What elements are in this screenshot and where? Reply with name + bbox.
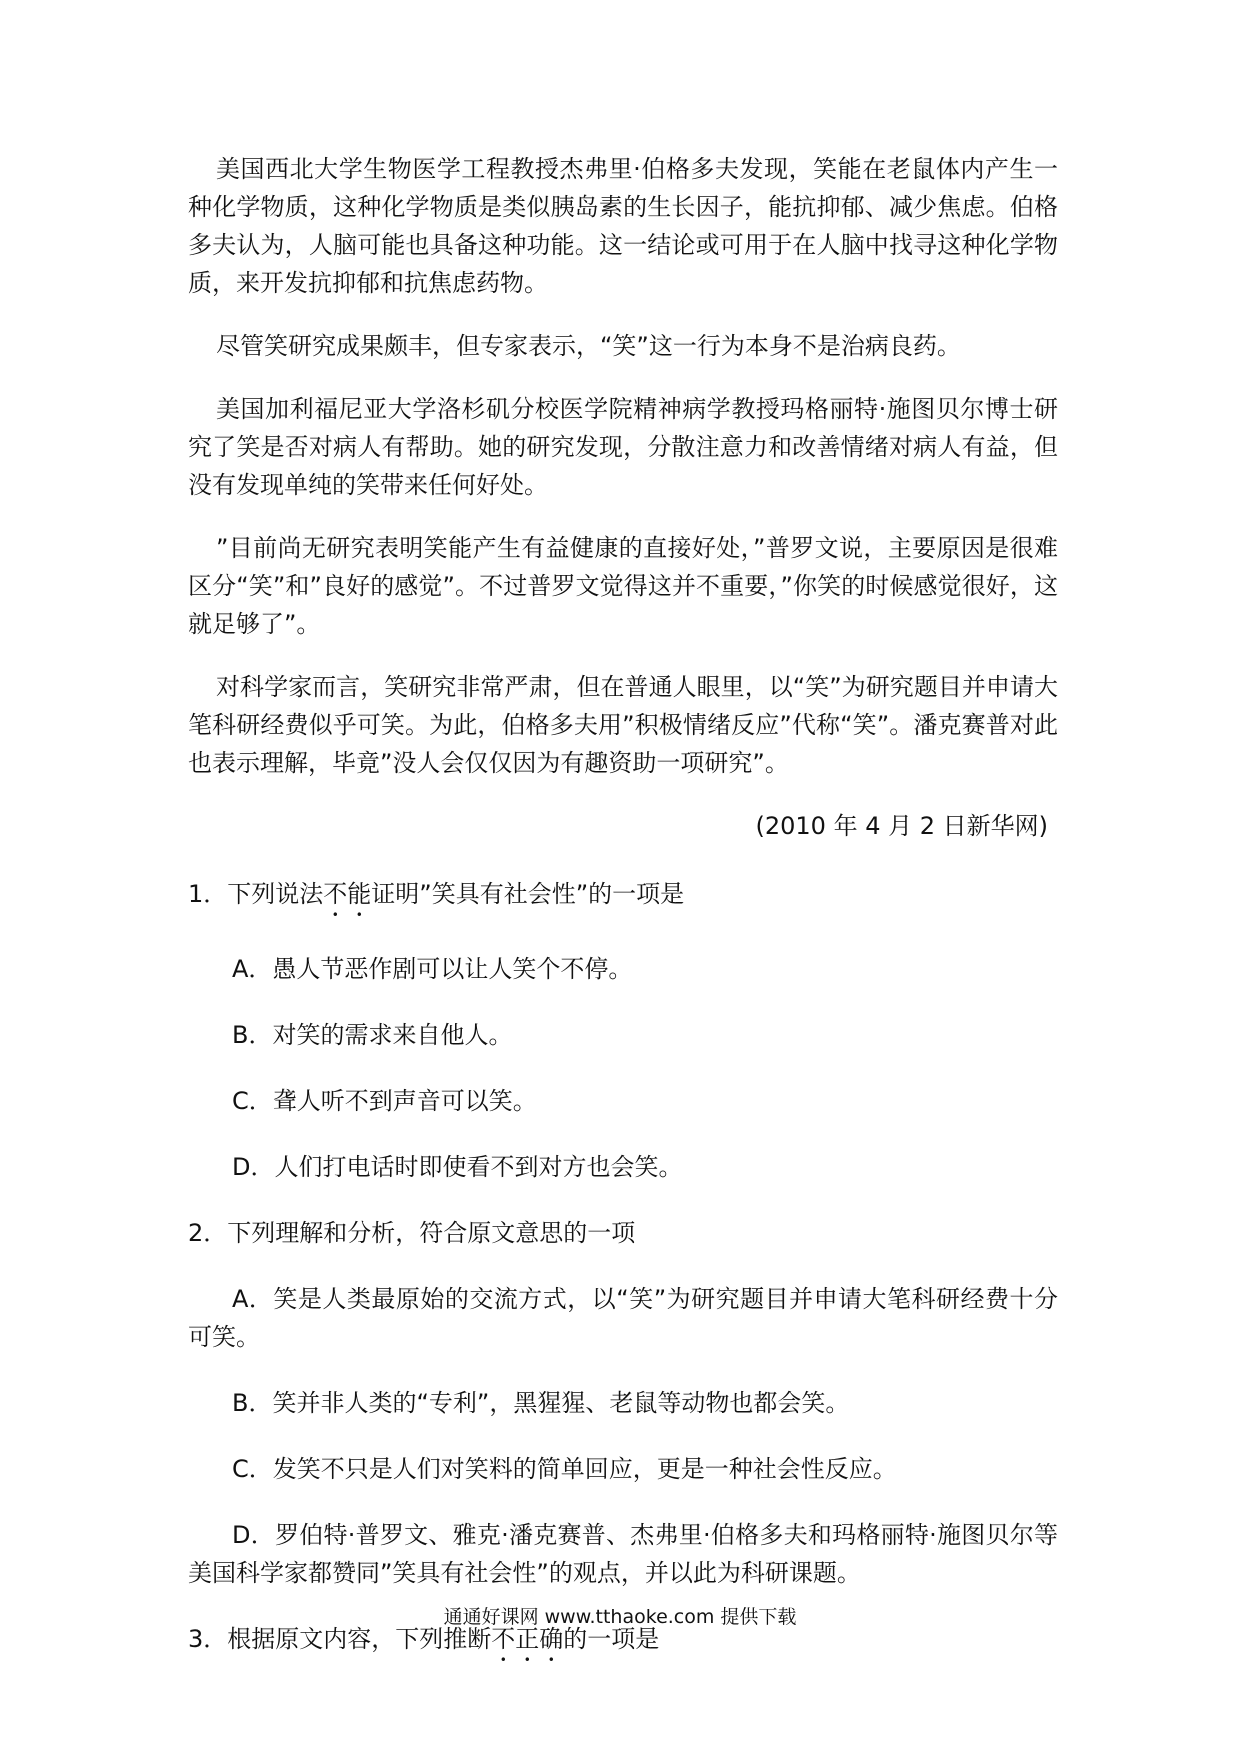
question-3-suffix: 的一项是 xyxy=(563,1625,660,1653)
page-footer: 通通好课网 www.tthaoke.com 提供下载 xyxy=(443,1606,797,1628)
paragraph-2: 尽管笑研究成果颇丰，但专家表示，“笑”这一行为本身不是治病良药。 xyxy=(216,332,961,360)
question-2-option-b: B．笑并非人类的“专利”，黑猩猩、老鼠等动物也都会笑。 xyxy=(232,1389,850,1417)
paragraph-5: 对科学家而言，笑研究非常严肃，但在普通人眼里，以“笑”为研究题目并申请大笔科研经费似乎可笑。为此，伯格多夫用”积极情绪反应”代称“笑”。潘克赛普对此也表示理解，毕竟”没人会仅仅因为有趣资助一项研究”。 xyxy=(188,673,1058,777)
question-1-option-c: C．聋人听不到声音可以笑。 xyxy=(232,1087,537,1115)
question-1 xyxy=(188,875,1058,922)
question-2: 2．下列理解和分析，符合原文意思的一项 xyxy=(188,1219,636,1247)
question-1-option-d: D．人们打电话时即使看不到对方也会笑。 xyxy=(232,1153,683,1181)
question-1-prefix: 1．下列说法 xyxy=(188,880,324,908)
question-2-option-a: A．笑是人类最原始的交流方式，以“笑”为研究题目并申请大笔科研经费十分可笑。 xyxy=(188,1285,1058,1351)
paragraph-1: 美国西北大学生物医学工程教授杰弗里·伯格多夫发现，笑能在老鼠体内产生一种化学物质，这种化学物质是类似胰岛素的生长因子，能抗抑郁、减少焦虑。伯格多夫认为，人脑可能也具备这种功能。这一结论或可用于在人脑中找寻这种化学物质，来开发抗抑郁和抗焦虑药物。 xyxy=(188,155,1058,297)
question-2-option-d: D．罗伯特·普罗文、雅克·潘克赛普、杰弗里·伯格多夫和玛格丽特·施图贝尔等美国科学家都赞同”笑具有社会性”的观点，并以此为科研课题。 xyxy=(188,1521,1058,1587)
document-page xyxy=(188,150,1058,1695)
question-1-emphasis: 不能 xyxy=(323,880,372,908)
question-2-option-c: C．发笑不只是人们对笑料的简单回应，更是一种社会性反应。 xyxy=(232,1455,897,1483)
question-1-suffix: 证明”笑具有社会性”的一项是 xyxy=(371,880,685,908)
paragraph-4: ”目前尚无研究表明笑能产生有益健康的直接好处，”普罗文说，主要原因是很难区分“笑”和”良好的感觉”。不过普罗文觉得这并不重要，”你笑的时候感觉很好，这就足够了”。 xyxy=(188,534,1058,638)
question-3-prefix: 3．根据原文内容，下列推断 xyxy=(188,1625,492,1653)
source-citation: (2010 年 4 月 2 日新华网) xyxy=(755,812,1048,840)
question-1-option-a: A．愚人节恶作剧可以让人笑个不停。 xyxy=(232,955,633,983)
question-1-option-b: B．对笑的需求来自他人。 xyxy=(232,1021,513,1049)
paragraph-3: 美国加利福尼亚大学洛杉矶分校医学院精神病学教授玛格丽特·施图贝尔博士研究了笑是否对病人有帮助。她的研究发现，分散注意力和改善情绪对病人有益，但没有发现单纯的笑带来任何好处。 xyxy=(188,395,1058,499)
question-3-emphasis: 不正确 xyxy=(491,1625,564,1653)
